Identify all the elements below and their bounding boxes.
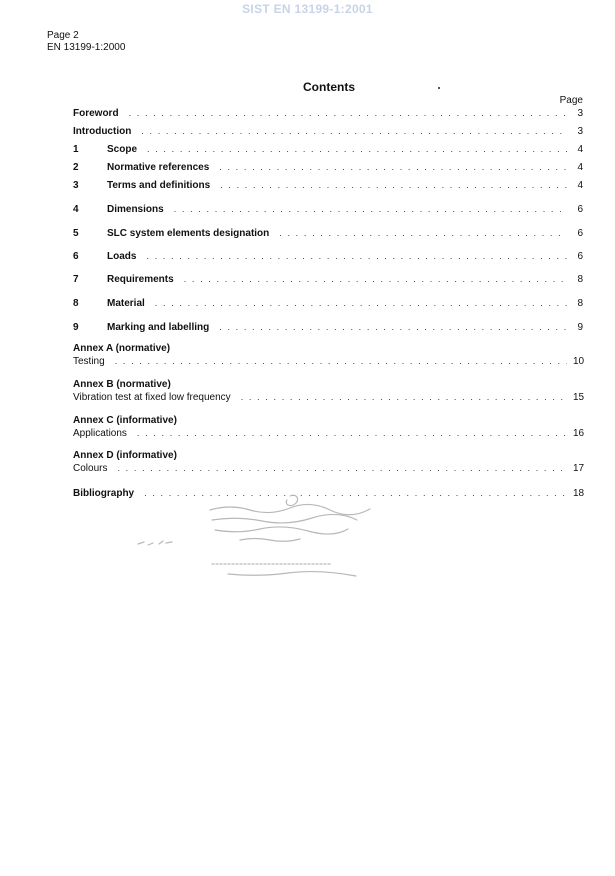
- toc-page: 16: [573, 428, 585, 439]
- dot-leader: [241, 391, 567, 403]
- dot-leader: [137, 427, 567, 439]
- toc-title: Marking and labelling: [107, 322, 210, 333]
- stamp-line: [228, 572, 356, 576]
- dot-leader: [219, 321, 567, 333]
- toc-title: Introduction: [73, 126, 132, 137]
- toc-number: 8: [73, 298, 79, 309]
- toc-title: Loads: [107, 251, 137, 262]
- stamp-line: [215, 527, 348, 534]
- signature-stroke: [286, 495, 297, 505]
- page-header: [47, 30, 125, 54]
- toc-entry-requirements[interactable]: [73, 273, 583, 285]
- toc-title: Testing: [73, 356, 105, 367]
- toc-title: Colours: [73, 463, 108, 474]
- toc-title: Foreword: [73, 108, 119, 119]
- dot-leader: [155, 297, 567, 309]
- toc-entry-marking-labelling[interactable]: [73, 321, 583, 333]
- toc-entry-dimensions[interactable]: [73, 203, 583, 215]
- toc-entry-slc-designation[interactable]: [73, 227, 583, 239]
- dot-leader: [184, 273, 567, 285]
- toc-number: 4: [73, 204, 79, 215]
- toc-entry-terms-definitions[interactable]: [73, 179, 583, 191]
- toc-title: Applications: [73, 428, 127, 439]
- toc-page: 10: [573, 356, 585, 367]
- toc-entry-introduction[interactable]: [73, 125, 583, 137]
- toc-entry-annex-a[interactable]: [73, 343, 583, 367]
- toc-page: 3: [577, 126, 583, 137]
- toc-page: 17: [573, 463, 585, 474]
- faded-stamp-image: [130, 492, 390, 587]
- toc-number: 9: [73, 322, 79, 333]
- dot-leader: [117, 462, 567, 474]
- toc-entry-annex-c[interactable]: [73, 415, 583, 439]
- scan-noise: [138, 541, 172, 545]
- toc-title: Vibration test at fixed low frequency: [73, 392, 231, 403]
- dot-leader: [146, 250, 567, 262]
- toc-page: 6: [577, 204, 583, 215]
- toc-title: Dimensions: [107, 204, 164, 215]
- dot-leader: [141, 125, 567, 137]
- toc-page: 6: [577, 228, 583, 239]
- toc-page: 9: [577, 322, 583, 333]
- dot-leader: [279, 227, 567, 239]
- toc-title: SLC system elements designation: [107, 228, 270, 239]
- dot-leader: [147, 143, 567, 155]
- toc-title: Normative references: [107, 162, 210, 173]
- toc-page: 3: [577, 108, 583, 119]
- toc-title: Requirements: [107, 274, 174, 285]
- toc-entry-loads[interactable]: [73, 250, 583, 262]
- stamp-line: [240, 539, 300, 542]
- toc-title: Bibliography: [73, 488, 135, 499]
- dot-leader: [129, 107, 567, 119]
- toc-page: 6: [577, 251, 583, 262]
- dot-leader: [115, 355, 567, 367]
- standard-id: EN 13199-1:2000: [47, 42, 126, 53]
- toc-number: 1: [73, 144, 79, 155]
- toc-number: 5: [73, 228, 79, 239]
- stamp-line: [212, 514, 357, 522]
- watermark: SIST EN 13199-1:2001: [242, 2, 373, 16]
- annex-heading: Annex C (informative): [73, 415, 177, 426]
- dot-leader: [174, 203, 567, 215]
- toc-page: 4: [577, 144, 583, 155]
- dot-leader: [220, 179, 567, 191]
- annex-heading: Annex D (informative): [73, 450, 177, 461]
- toc-title: Material: [107, 298, 145, 309]
- toc-page: 8: [577, 298, 583, 309]
- toc-number: 7: [73, 274, 79, 285]
- toc-title: Scope: [107, 144, 138, 155]
- toc-page: 8: [577, 274, 583, 285]
- annex-heading: Annex A (normative): [73, 343, 171, 354]
- toc-page: 4: [577, 162, 583, 173]
- page-number: Page 2: [47, 30, 79, 41]
- toc-number: 6: [73, 251, 79, 262]
- toc-number: 2: [73, 162, 79, 173]
- toc-entry-annex-b[interactable]: [73, 379, 583, 403]
- annex-heading: Annex B (normative): [73, 379, 171, 390]
- toc-entry-scope[interactable]: [73, 143, 583, 155]
- toc-entry-annex-d[interactable]: [73, 450, 583, 474]
- page-column-label: Page: [559, 95, 583, 106]
- toc-title: Terms and definitions: [107, 180, 211, 191]
- toc-page: 4: [577, 180, 583, 191]
- toc-entry-material[interactable]: [73, 297, 583, 309]
- toc-page: 18: [573, 488, 585, 499]
- toc-entry-foreword[interactable]: [73, 107, 583, 119]
- toc-entry-normative-references[interactable]: [73, 161, 583, 173]
- toc-number: 3: [73, 180, 79, 191]
- contents-title: Contents: [303, 80, 355, 94]
- dot-leader: [219, 161, 567, 173]
- scan-speck: [438, 87, 440, 89]
- toc-page: 15: [573, 392, 585, 403]
